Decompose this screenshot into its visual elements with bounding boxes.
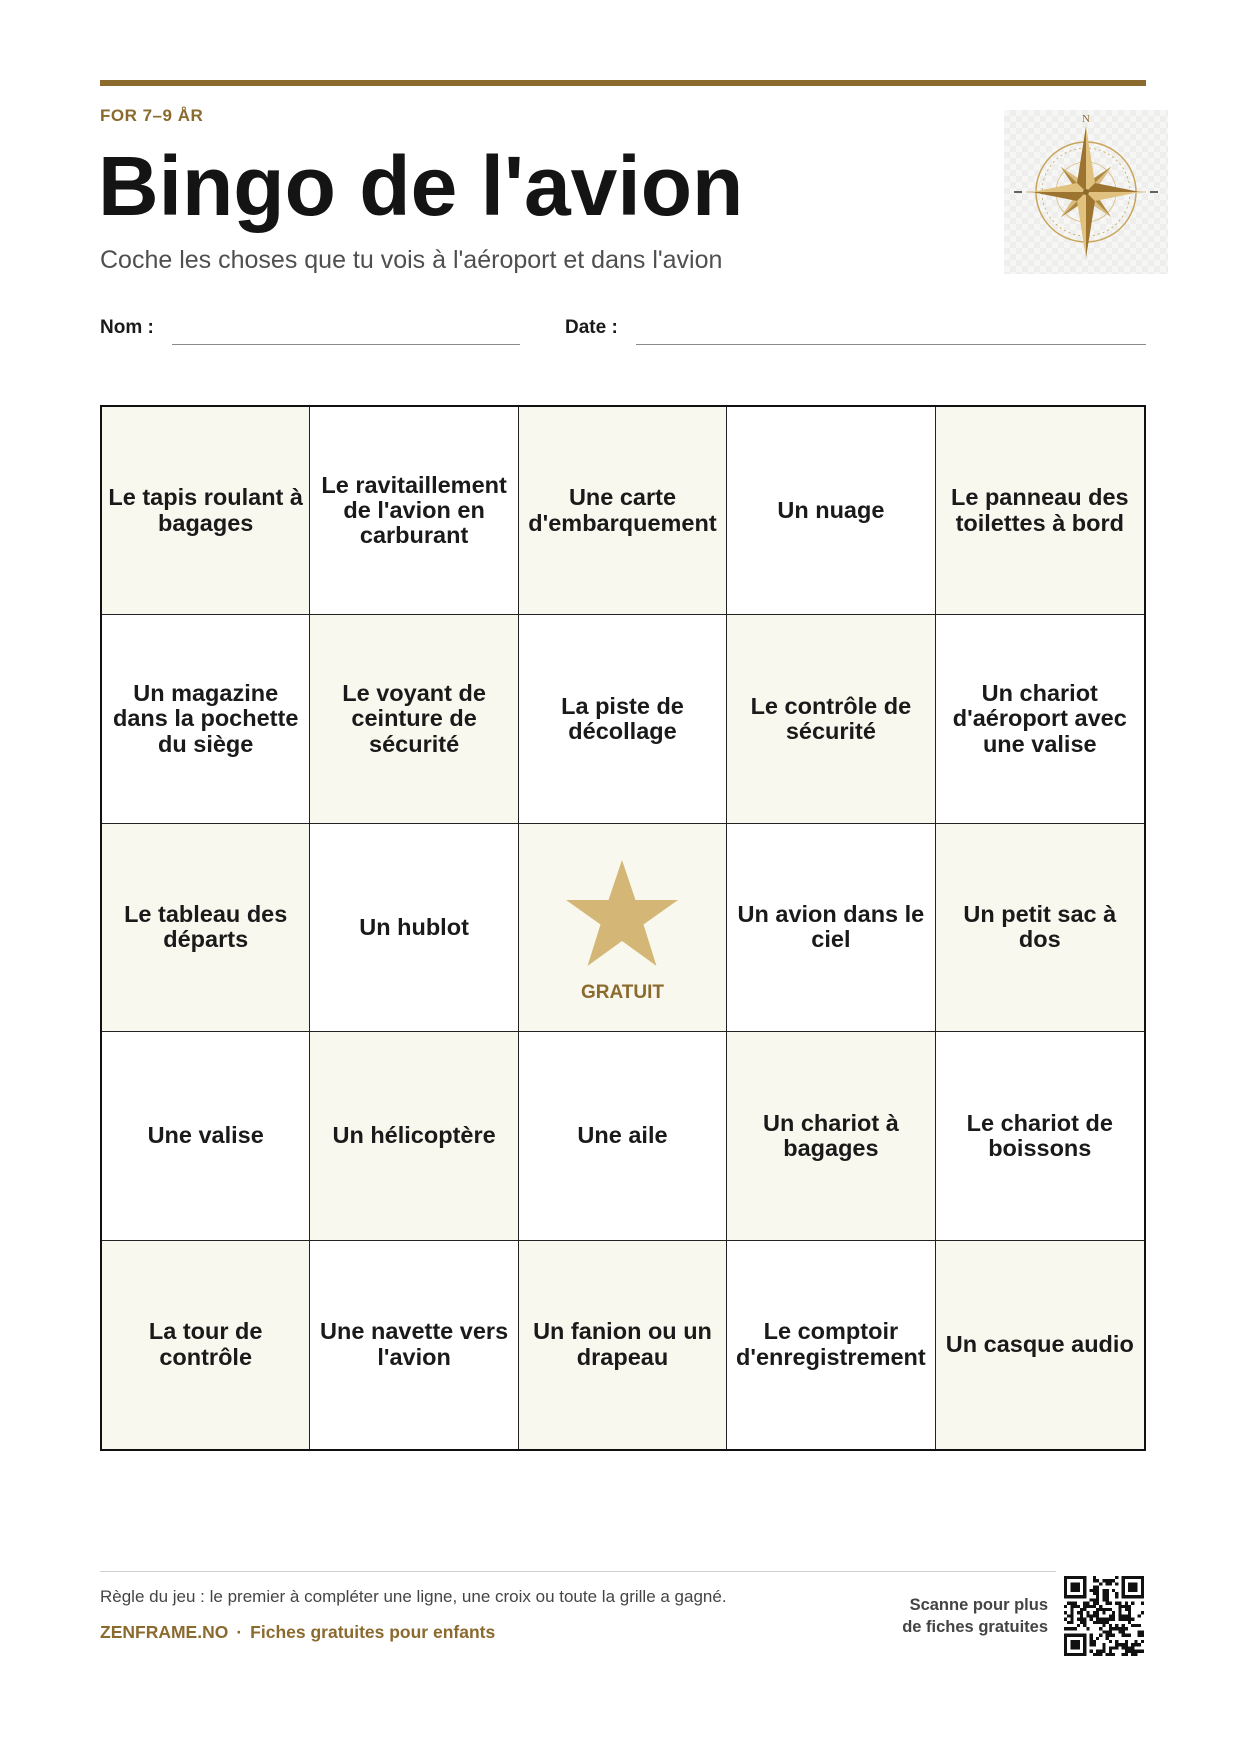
brand-tagline: Fiches gratuites pour enfants <box>250 1622 496 1642</box>
name-label: Nom : <box>100 317 154 338</box>
bingo-cell[interactable]: Un avion dans le ciel <box>727 824 935 1032</box>
scan-prompt <box>902 1594 1048 1639</box>
bingo-cell[interactable]: Un magazine dans la pochette du siège <box>102 615 310 823</box>
bingo-cell[interactable]: Le panneau des toilettes à bord <box>936 407 1144 615</box>
bingo-cell[interactable]: Le ravitaillement de l'avion en carburant <box>310 407 518 615</box>
bingo-cell[interactable]: Un chariot à bagages <box>727 1032 935 1240</box>
bingo-cell[interactable]: Un nuage <box>727 407 935 615</box>
bingo-cell[interactable]: Le tableau des départs <box>102 824 310 1032</box>
age-range-label: FOR 7–9 ÅR <box>100 106 204 125</box>
compass-rose-icon <box>1004 110 1168 274</box>
date-field[interactable] <box>636 344 1146 345</box>
scan-line-1: Scanne pour plus <box>909 1596 1048 1614</box>
bingo-cell[interactable]: Un fanion ou un drapeau <box>519 1241 727 1449</box>
bingo-cell[interactable]: Un hélicoptère <box>310 1032 518 1240</box>
free-space-label: GRATUIT <box>580 981 664 1003</box>
brand-separator: · <box>236 1622 243 1642</box>
bingo-cell[interactable]: Une carte d'embarquement <box>519 407 727 615</box>
compass-north-letter: N <box>1082 113 1090 125</box>
bingo-cell[interactable]: Une aile <box>519 1032 727 1240</box>
bingo-grid <box>100 405 1146 1451</box>
bingo-cell[interactable]: Un casque audio <box>936 1241 1144 1449</box>
qr-code-icon[interactable] <box>1064 1576 1144 1656</box>
bingo-cell[interactable]: La piste de décollage <box>519 615 727 823</box>
top-rule <box>100 80 1146 86</box>
bingo-cell[interactable]: Le comptoir d'enregistrement <box>727 1241 935 1449</box>
footer-brand <box>100 1622 495 1643</box>
bingo-cell[interactable]: Une valise <box>102 1032 310 1240</box>
bingo-cell[interactable]: Le contrôle de sécurité <box>727 615 935 823</box>
bingo-cell[interactable]: Le tapis roulant à bagages <box>102 407 310 615</box>
free-space-cell[interactable] <box>519 824 727 1032</box>
bingo-cell[interactable]: Le voyant de ceinture de sécurité <box>310 615 518 823</box>
date-label: Date : <box>565 317 618 338</box>
scan-line-2: de fiches gratuites <box>902 1618 1048 1637</box>
bingo-cell[interactable]: Un petit sac à dos <box>936 824 1144 1032</box>
name-field[interactable] <box>172 344 520 345</box>
brand-name[interactable]: ZENFRAME.NO <box>100 1622 229 1642</box>
page-title: Bingo de l'avion <box>98 139 744 233</box>
bingo-cell[interactable]: Un hublot <box>310 824 518 1032</box>
bingo-cell[interactable]: Un chariot d'aéroport avec une valise <box>936 615 1144 823</box>
bingo-cell[interactable]: La tour de contrôle <box>102 1241 310 1449</box>
bingo-cell[interactable]: Une navette vers l'avion <box>310 1241 518 1449</box>
footer-divider <box>100 1571 1056 1572</box>
bingo-cell[interactable]: Le chariot de boissons <box>936 1032 1144 1240</box>
game-rule-text: Règle du jeu : le premier à compléter une ligne, une croix ou toute la grille a gagné. <box>100 1587 727 1606</box>
page-subtitle: Coche les choses que tu vois à l'aéroport et dans l'avion <box>100 246 723 274</box>
star-icon <box>560 854 684 978</box>
